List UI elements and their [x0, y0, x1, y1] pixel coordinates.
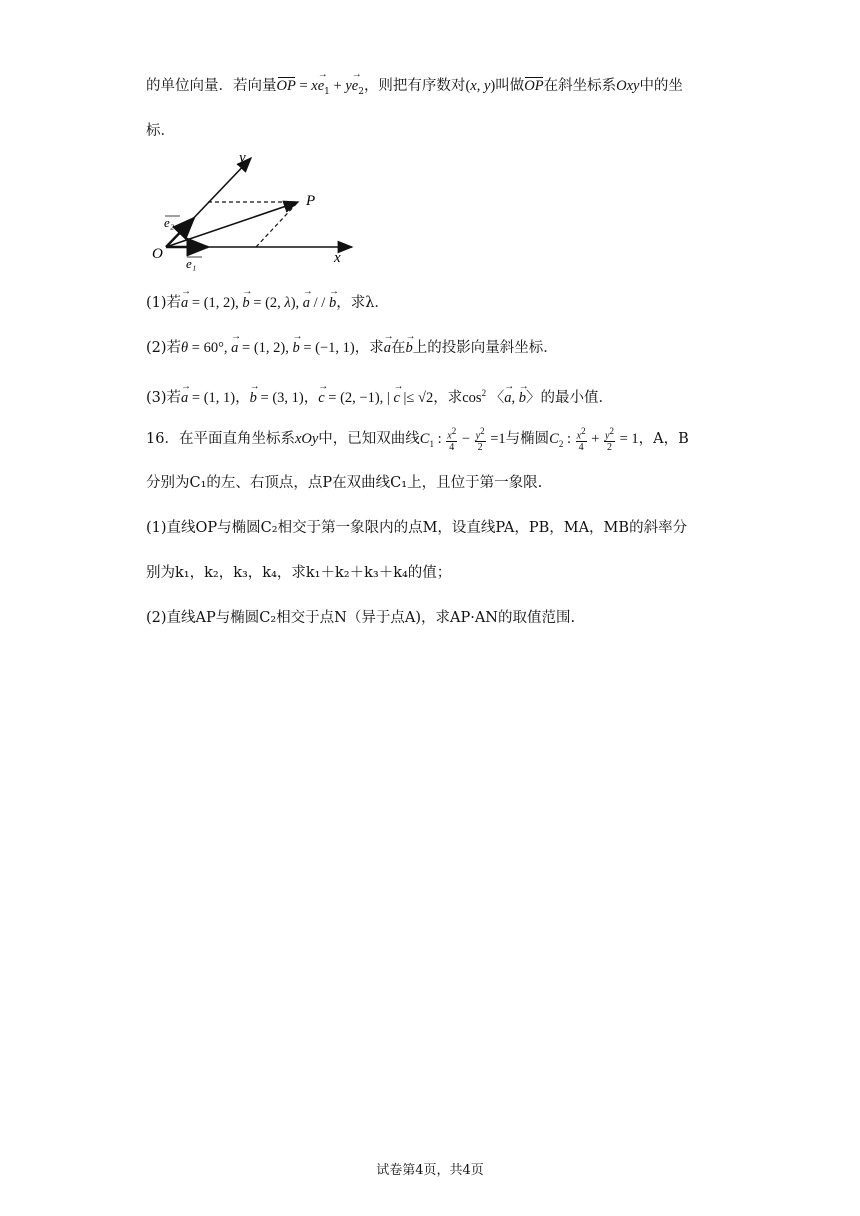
vector-op: OP	[276, 78, 296, 94]
label-e1: e₁	[186, 256, 197, 271]
oblique-coordinate-figure	[146, 146, 366, 271]
text: ，则把有序数对	[363, 78, 466, 94]
label-e2: e₂	[164, 215, 175, 230]
label-p: P	[306, 193, 316, 209]
text: 叫做	[495, 78, 525, 94]
problem-16-question-1b: 别为k₁，k₂，k₃，k₄，求k₁＋k₂＋k₃＋k₄的值；	[146, 565, 452, 581]
question-1: (1)若→ a = (1, 2), → b = (2, λ), → a / / → b，求λ．	[146, 293, 389, 313]
text-line-2: 标．	[146, 123, 175, 139]
text-line-1: 的单位向量．若向量OP = $x\to e_1 + y\to e_2$，则把有序数对(x, y)叫做OP在斜坐标系Oxy中的坐	[146, 76, 683, 102]
label-y: y	[239, 150, 246, 166]
question-3: (3)若→ a = (1, 1)，→ b = (3, 1)，→ c = (2, −1), | → c |≤ √2，求$\cos^2$ 〈→ a, → b〉的最小值．	[146, 383, 613, 408]
op-vector	[166, 202, 298, 247]
label-o: O	[152, 246, 163, 262]
text: 的单位向量．若向量	[146, 78, 277, 94]
problem-16-line-2: 分别为C₁的左、右顶点，点P在双曲线C₁上，且位于第一象限.	[146, 475, 543, 491]
label-x: x	[334, 250, 341, 266]
problem-16-question-1a: (1)直线OP与椭圆C₂相交于第一象限内的点M，设直线PA，PB，MA，MB的斜率分	[146, 520, 688, 536]
text: 在斜坐标系	[543, 78, 617, 94]
page-footer: 试卷第4页，共4页	[376, 1163, 484, 1178]
question-2: (2)若θ = 60°, → a = (1, 2), → b = (−1, 1)，求→ a在→ b上的投影向量斜坐标．	[146, 338, 558, 358]
problem-16-line-1: 16．在平面直角坐标系xOy中，已知双曲线$C_1$ : $\frac{x^2}{4}$ − $\frac{y^2}{2}$ =1与椭圆$C_2$ : $\frac{x^2}{4}$ + $\frac{y^2}{2}$ = 1，A，B	[146, 426, 689, 454]
text: 中的坐	[639, 78, 683, 94]
problem-16-question-2: (2)直线AP与椭圆C₂相交于点N（异于点A)，求AP·AN的取值范围.	[146, 610, 576, 626]
